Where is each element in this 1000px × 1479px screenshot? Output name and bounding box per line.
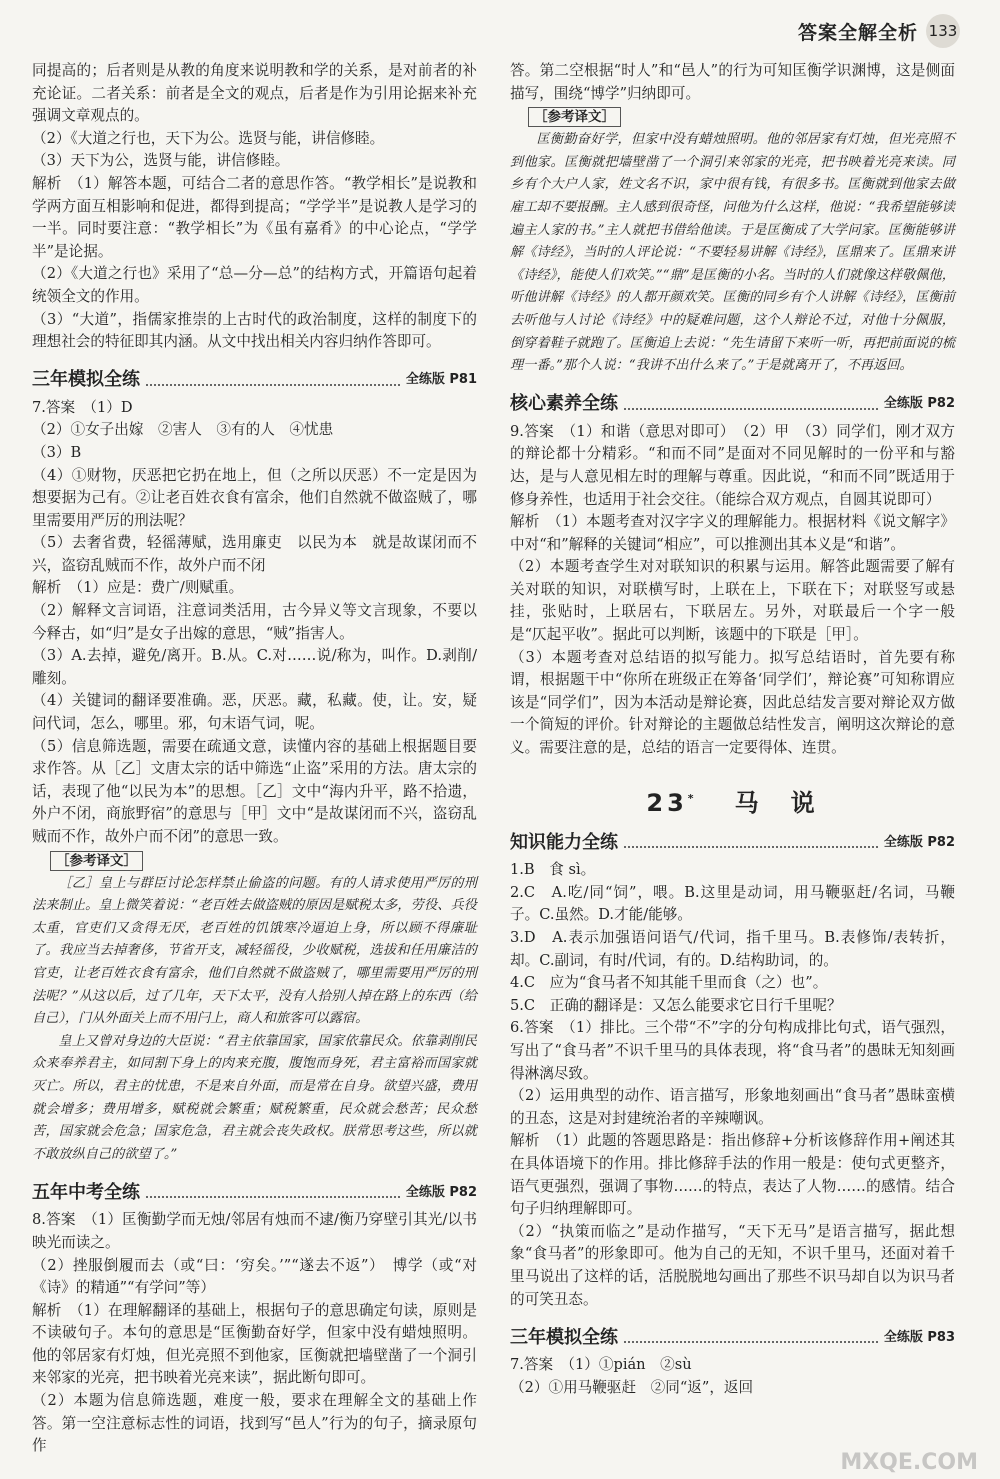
section-heading — [510, 828, 955, 854]
paragraph: 答。第二空根据“时人”和“邑人”的行为可知匡衡学识渊博，这是侧面描写，围绕“博学”归纳即可。 — [510, 62, 955, 102]
dotted-divider — [624, 846, 878, 848]
analysis-line: 解析 （1）在理解翻译的基础上，根据句子的意思确定句读，原则是不读破句子。本句的意思是“匡衡勤奋好学，但家中没有蜡烛照明。他的邻居家有灯烛，但光亮照不到他家，匡衡就把墙壁凿了一个洞引来邻家的光亮，把书映着光亮来读”，据此断句即可。 — [32, 1301, 477, 1387]
answer-line: 1.B 食 sì。 — [510, 861, 596, 879]
paragraph: （3）天下为公，选贤与能，讲信修睦。 — [32, 152, 290, 170]
answer-line: （2）运用典型的动作、语言描写，形象地刻画出“食马者”愚昧蛮横的丑态，这是对封建统治者的辛辣嘲讽。 — [510, 1087, 955, 1127]
paragraph: （2）《大道之行也》采用了“总—分—总”的结构方式，开篇语句起着统领全文的作用。 — [32, 265, 477, 305]
analysis-line: （2）本题为信息筛选题，难度一般，要求在理解全文的基础上作答。第一空注意标志性的词语，找到写“邑人”行为的句子，摘录原句作 — [32, 1392, 477, 1455]
answer-line: 5.C 正确的翻译是：又怎么能要求它日行千里呢？ — [510, 996, 842, 1014]
paragraph: （2）《大道之行也，天下为公。选贤与能，讲信修睦。 — [32, 129, 385, 147]
page-number: 133 — [926, 14, 960, 48]
analysis-line: （3）本题考查对总结语的拟写能力。拟写总结语时，首先要有称谓，根据题干中“你所在班级正在筹备‘同学们’，辩论赛”可知称谓应该是“同学们”，因为本活动是辩论赛，因此总结发言要对辩论双方做一个简短的评价。针对辩论的主题做总结性发言，阐明这次辩论的意义。需要注意的是，总结的语言一定要得体、连贯。 — [510, 648, 955, 757]
answer-line: 7.答案 （1）D — [32, 398, 133, 416]
dotted-divider — [624, 408, 878, 410]
answer-line: 8.答案 （1）匡衡勤学而无烛/邻居有烛而不逮/衡乃穿壁引其光/以书映光而读之。 — [32, 1211, 477, 1251]
answer-line: （5）去奢省费，轻徭薄赋，选用廉吏 以民为本 就是故谋闭而不兴，盗窃乱贼而不作，故外户而不闭 — [32, 534, 477, 574]
answer-line: 4.C 应为“食马者不知其能千里而食（之）也”。 — [510, 974, 828, 992]
answer-line: 6.答案 （1）排比。三个带“不”字的分句构成排比句式，语气强烈，写出了“食马者”不识千里马的具体表现，将“食马者”的愚昧无知刻画得淋漓尽致。 — [510, 1019, 955, 1082]
translation-paragraph: ［乙］皇上与群臣讨论怎样禁止偷盗的问题。有的人请求使用严厉的刑法来制止。皇上微笑着说：“老百姓去做盗贼的原因是赋税太多，劳役、兵役太重，官吏们又贪得无厌，老百姓的饥饿寒冷逼迫上身，所以顾不得廉耻了。我应当去掉奢侈，节省开支，减轻徭役，少收赋税，选拔和任用廉洁的官吏，让老百姓衣食有富余，他们自然就不做盗贼了，哪里需要用严厉的刑法呢？”从这以后，过了几年，天下太平，没有人拾别人掉在路上的东西（给自己），门从外面关上而不用闩上，商人和旅客可以露宿。 — [32, 875, 477, 1027]
lesson-title — [510, 788, 955, 815]
section-reference: 全练版 P82 — [883, 396, 955, 412]
answer-line: 9.答案 （1）和谐（意思对即可） （2）甲 （3）同学们，刚才双方的辩论都十分精彩。“和而不同”是面对不同见解时的一份平和与豁达，是与人意见相左时的理解与尊重。因此说，“和而不同”既适用于修身养性，也适用于社会交往。（能综合双方观点，自圆其说即可） — [510, 422, 955, 508]
section-reference: 全练版 P81 — [405, 372, 477, 388]
answer-line: （2）挫服倒履而去（或“曰：‘穷矣。’”“遂去不返”） 博学（或“对《诗》的精通”“有学问”等） — [32, 1256, 477, 1297]
dotted-divider — [624, 1341, 878, 1343]
reference-translation-label: ［参考译文］ — [50, 851, 143, 871]
right-column — [510, 60, 955, 1399]
reference-translation-label: ［参考译文］ — [528, 107, 621, 127]
analysis-line: （2）“执策而临之”是动作描写，“天下无马”是语言描写，据此想象“食马者”的形象即可。他为自己的无知，不识千里马，还面对着千里马说出了这样的话，活脱脱地勾画出了那些不识马却自以为识马者的可笑丑态。 — [510, 1222, 955, 1308]
paragraph: 同提高的；后者则是从教的角度来说明教和学的关系，是对前者的补充论证。二者关系：前者是全文的观点，后者是作为引用论据来补充强调文章观点的。 — [32, 62, 477, 125]
header-title: 答案全解全析 — [797, 21, 918, 44]
analysis-line: （5）信息筛选题，需要在疏通文意，读懂内容的基础上根据题目要求作答。从［乙］文唐太宗的话中筛选“止盗”采用的方法。唐太宗的话，表现了他“以民为本”的思想。［乙］文中“海内升平，路不拾遗，外户不闭，商旅野宿”的意思与［甲］文中“是故谋闭而不兴，盗窃乱贼而不作，故外户而不闭”的意思一致。 — [32, 737, 477, 845]
translation-paragraph: 皇上又曾对身边的大臣说：“君主依靠国家，国家依靠民众。依靠剥削民众来奉养君主，如同割下身上的肉来充腹，腹饱而身死，君主富裕而国家就灭亡。所以，君主的忧患，不是来自外面，而是常在自身。欲望兴盛，费用就会增多；费用增多，赋税就会繁重；赋税繁重，民众就会愁苦；民众愁苦，国家就会危急；国家危急，君主就会丧失政权。朕常思考这些，所以就不敢放纵自己的欲望了。” — [32, 1033, 477, 1162]
section-title: 三年模拟全练 — [510, 1326, 618, 1348]
analysis-line: 解析 （1）本题考查对汉字字义的理解能力。根据材料《说文解字》中对“和”解释的关键词“相应”，可以推测出其本义是“和谐”。 — [510, 513, 955, 553]
section-reference: 全练版 P83 — [883, 1329, 955, 1345]
section-reference: 全练版 P82 — [883, 834, 955, 850]
section-title: 五年中考全练 — [32, 1181, 140, 1203]
left-column — [32, 60, 477, 1458]
answer-line: 3.D A.表示加强语问语气/代词，指千里马。B.表修饰/表转折，却。C.副词，有时/代词，有的。D.结构助词，的。 — [510, 929, 955, 969]
analysis-line: （2）解释文言词语，注意词类活用，古今异义等文言现象，不要以今释古，如“归”是女子出嫁的意思，“贼”指害人。 — [32, 602, 477, 642]
analysis-line: （4）关键词的翻译要准确。恶，厌恶。藏，私藏。使，让。安，疑问代词，怎么，哪里。邪，句末语气词，呢。 — [32, 692, 477, 733]
dotted-divider — [146, 384, 400, 386]
dotted-divider — [146, 1196, 400, 1198]
section-heading — [510, 390, 955, 416]
paragraph: （3）“大道”，指儒家推崇的上古时代的政治制度，这样的制度下的理想社会的特征即其内涵。从文中找出相关内容归纳作答即可。 — [32, 310, 477, 351]
paragraph: 解析 （1）解答本题，可结合二者的意思作答。“教学相长”是说教和学两方面互相影响和促进，都得到提高；“学学半”是说教人是学习的一半。同时要注意：“教学相长”为《虽有嘉肴》的中心论点，“学学半”是论据。 — [32, 174, 477, 260]
answer-line: （2）①女子出嫁 ②害人 ③有的人 ④忧患 — [32, 421, 334, 439]
analysis-line: （2）本题考查学生对对联知识的积累与运用。解答此题需要了解有关对联的知识，对联横写时，上联在上，下联在下；对联竖写或悬挂，张贴时，上联居右，下联居左。另外，对联最后一个字一般是“仄起平收”。据此可以判断，该题中的下联是［甲］。 — [510, 558, 955, 644]
answer-line: 2.C A.吃/同“饲”，喂。B.这里是动词，用马鞭驱赶/名词，马鞭子。C.虽然。D.才能/能够。 — [510, 883, 955, 924]
section-title: 三年模拟全练 — [32, 369, 140, 391]
page-header — [798, 14, 960, 48]
translation-paragraph: 匡衡勤奋好学，但家中没有蜡烛照明。他的邻居家有灯烛，但光亮照不到他家。匡衡就把墙壁凿了一个洞引来邻家的光亮，把书映着光亮来读。同乡有个大户人家，姓文名不识，家中很有钱，有很多书。匡衡就到他家去做雇工却不要报酬。主人感到很奇怪，问他为什么这样，他说：“我希望能够读遍主人家的书。”主人就把书借给他读。于是匡衡成了大学问家。匡衡能够讲解《诗经》，当时的人评论说：“不要轻易讲解《诗经》，匡鼎来了。匡鼎来讲《诗经》，能使人们欢笑。”“鼎”是匡衡的小名。当时的人们就像这样敬佩他，听他讲解《诗经》的人都开颜欢笑。匡衡的同乡有个人讲解《诗经》，匡衡前去听他与人讨论《诗经》中的疑难问题，这个人辩论不过，对他十分佩服，倒穿着鞋子就跑了。匡衡追上去说：“先生请留下来听一听，再把前面说的梳理一番。”那个人说：“我讲不出什么来了。”于是就离开了，不再返回。 — [510, 132, 955, 374]
watermark-logo: MXQE.COM — [840, 1450, 978, 1475]
lesson-name: 马 说 — [734, 788, 819, 817]
section-title: 知识能力全练 — [510, 831, 618, 853]
lesson-mark: * — [687, 791, 698, 805]
answer-line: （3）B — [32, 443, 82, 461]
section-heading — [32, 366, 477, 392]
answer-line: 7.答案 （1）①pián ②sù — [510, 1356, 692, 1374]
section-heading — [510, 1323, 955, 1349]
analysis-line: 解析 （1）应是：费广/则赋重。 — [32, 579, 244, 597]
answer-line: （2）①用马鞭驱赶 ②同“返”，返回 — [510, 1378, 754, 1396]
section-heading — [32, 1178, 477, 1204]
section-title: 核心素养全练 — [510, 393, 618, 415]
analysis-line: 解析 （1）此题的答题思路是：指出修辞+分析该修辞作用+阐述其在具体语境下的作用。排比修辞手法的作用一般是：使句式更整齐，语气更强烈，强调了事物……的特点，表达了人物……的感情。结合句子归纳理解即可。 — [510, 1132, 955, 1218]
section-reference: 全练版 P82 — [405, 1184, 477, 1200]
analysis-line: （3）A.去掉，避免/离开。B.从。C.对……说/称为，叫作。D.剥削/雕刻。 — [32, 647, 477, 687]
answer-line: （4）①财物，厌恶把它扔在地上，但（之所以厌恶）不一定是因为想要据为己有。②让老百姓衣食有富余，他们自然就不做盗贼了，哪里需要用严厉的刑法呢？ — [32, 466, 477, 529]
lesson-number: 23 — [646, 788, 688, 817]
